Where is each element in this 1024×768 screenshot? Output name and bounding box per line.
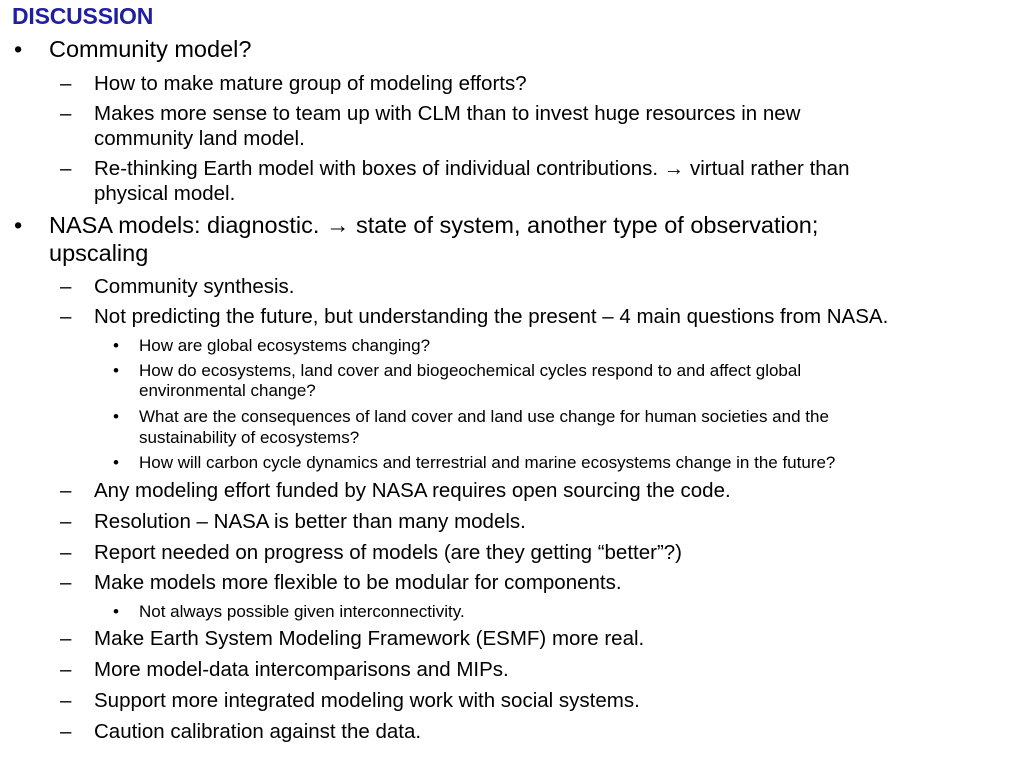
- bullet-marker: •: [113, 453, 119, 472]
- sub-bullet-text: Make Earth System Modeling Framework (ESMF) more real.: [94, 627, 645, 650]
- bullet-marker: •: [14, 212, 23, 238]
- sub-bullet-text: Not predicting the future, but understanding the present – 4 main questions from NASA.: [94, 305, 889, 328]
- sub-bullet-text: More model-data intercomparisons and MIPs.: [94, 658, 509, 681]
- sub-bullet-text: Any modeling effort funded by NASA requires open sourcing the code.: [94, 479, 731, 502]
- dash-marker: –: [60, 658, 72, 681]
- sub-sub-bullet-text: What are the consequences of land cover and land use change for human societies and the: [139, 407, 829, 426]
- bullet-text: Community model?: [49, 36, 252, 62]
- dash-marker: –: [60, 157, 72, 180]
- dash-marker: –: [60, 479, 72, 502]
- sub-sub-bullet-text: How do ecosystems, land cover and biogeochemical cycles respond to and affect global: [139, 361, 802, 380]
- dash-marker: –: [60, 102, 72, 125]
- dash-marker: –: [60, 510, 72, 533]
- bullet-marker: •: [113, 407, 119, 426]
- sub-bullet-text: community land model.: [94, 127, 305, 150]
- bullet-marker: •: [113, 602, 119, 621]
- dash-marker: –: [60, 720, 72, 743]
- sub-sub-bullet-text: Not always possible given interconnectivity.: [139, 602, 465, 621]
- dash-marker: –: [60, 571, 72, 594]
- dash-marker: –: [60, 305, 72, 328]
- bullet-text: NASA models: diagnostic. → state of system, another type of observation;: [49, 212, 819, 238]
- bullet-marker: •: [113, 336, 119, 355]
- dash-marker: –: [60, 541, 72, 564]
- sub-bullet-text: physical model.: [94, 182, 236, 205]
- sub-bullet-text: Community synthesis.: [94, 275, 295, 298]
- sub-bullet-text: Caution calibration against the data.: [94, 720, 422, 743]
- sub-bullet-text: Make models more flexible to be modular for components.: [94, 571, 622, 594]
- bullet-text: upscaling: [49, 240, 149, 266]
- sub-bullet-text: Support more integrated modeling work with social systems.: [94, 689, 640, 712]
- sub-bullet-text: How to make mature group of modeling efforts?: [94, 72, 527, 95]
- sub-sub-bullet-text: How are global ecosystems changing?: [139, 336, 431, 355]
- dash-marker: –: [60, 627, 72, 650]
- bullet-marker: •: [113, 361, 119, 380]
- sub-sub-bullet-text: environmental change?: [139, 381, 316, 400]
- sub-bullet-text: Report needed on progress of models (are they getting “better”?): [94, 541, 682, 564]
- sub-bullet-text: Resolution – NASA is better than many models.: [94, 510, 526, 533]
- slide-title: DISCUSSION: [12, 3, 154, 29]
- sub-bullet-text: Re-thinking Earth model with boxes of individual contributions. → virtual rather than: [94, 157, 850, 180]
- sub-bullet-text: Makes more sense to team up with CLM than to invest huge resources in new: [94, 102, 801, 125]
- dash-marker: –: [60, 275, 72, 298]
- dash-marker: –: [60, 689, 72, 712]
- sub-sub-bullet-text: sustainability of ecosystems?: [139, 428, 360, 447]
- bullet-marker: •: [14, 36, 23, 62]
- sub-sub-bullet-text: How will carbon cycle dynamics and terrestrial and marine ecosystems change in the future?: [139, 453, 836, 472]
- dash-marker: –: [60, 72, 72, 95]
